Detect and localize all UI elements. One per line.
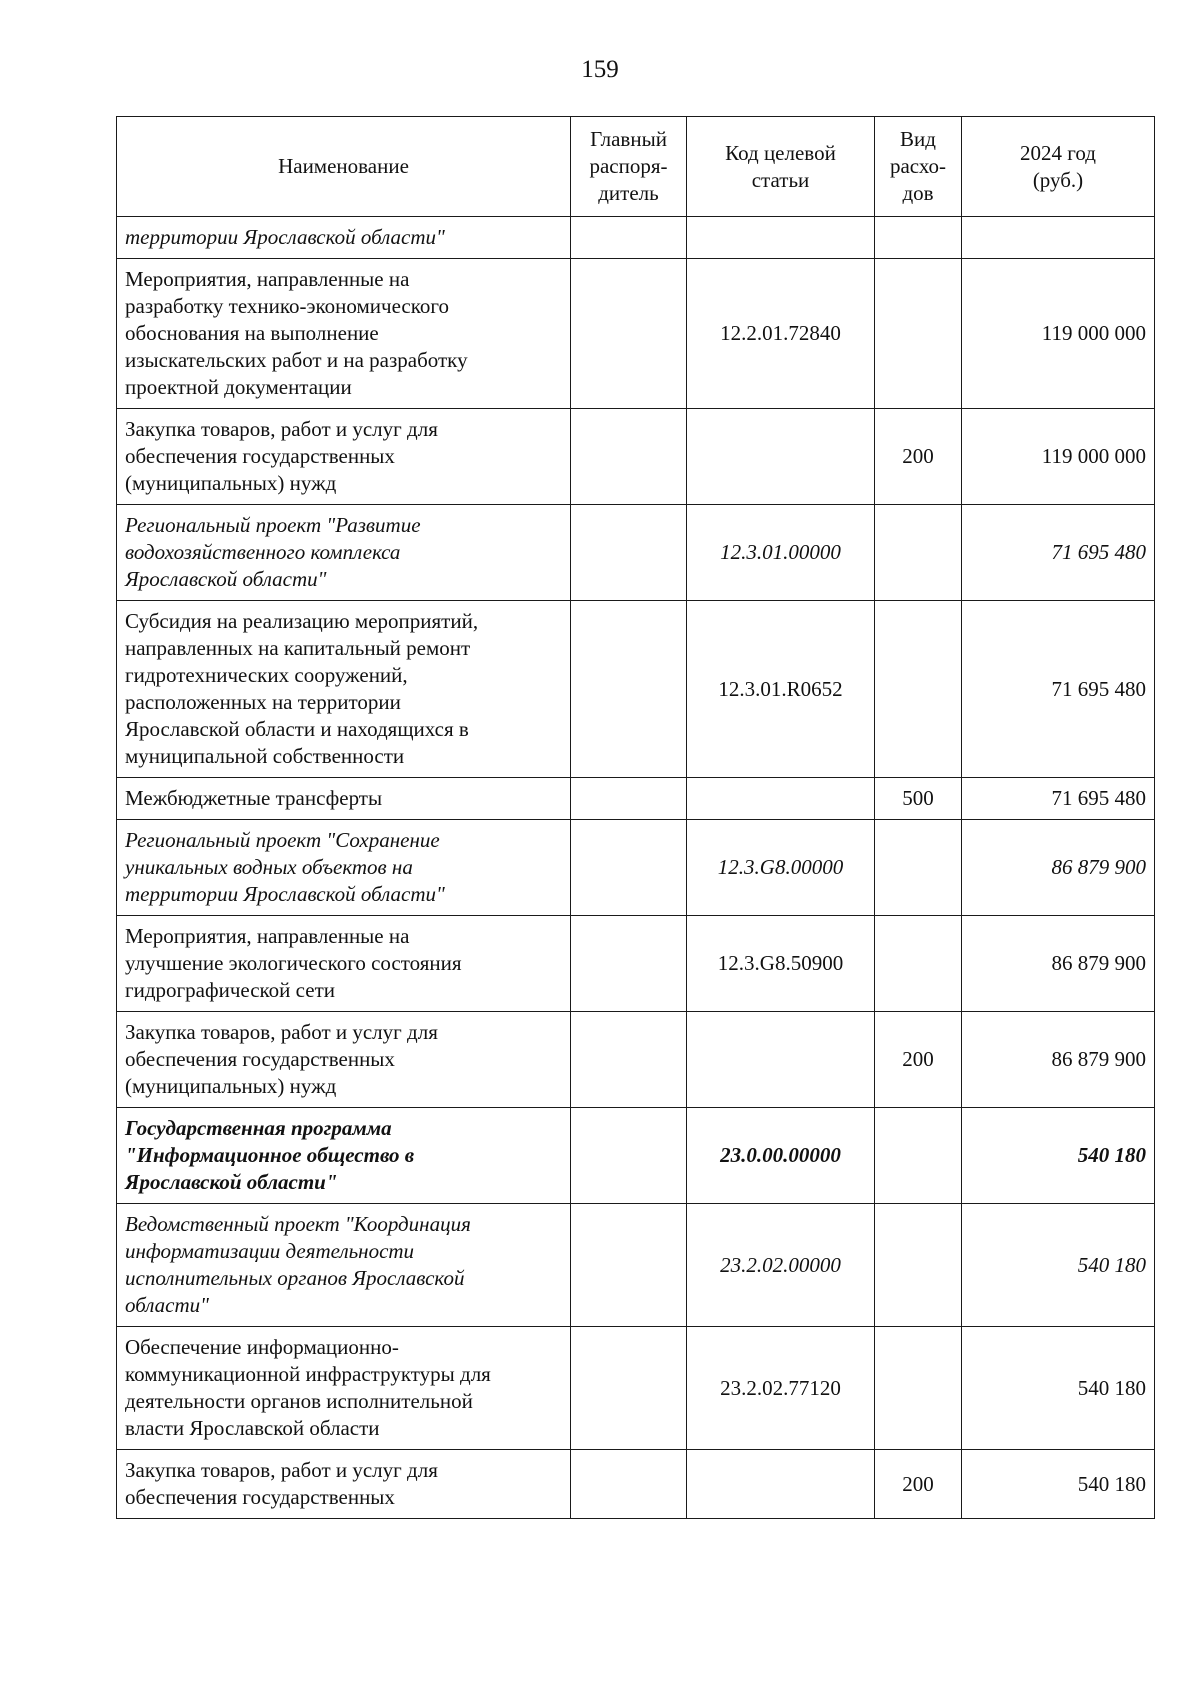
cell-code	[687, 1012, 875, 1108]
cell-sum	[962, 1108, 1155, 1204]
cell-text: 71 695 480	[1051, 676, 1146, 701]
cell-sum	[962, 778, 1155, 820]
cell-name	[117, 820, 571, 916]
header-vid-rashodov: Вид расхо- дов	[875, 117, 962, 217]
cell-glavny	[571, 916, 687, 1012]
cell-vid	[875, 259, 962, 409]
cell-text: 12.3.01.R0652	[718, 676, 843, 701]
cell-text: 86 879 900	[1051, 951, 1146, 975]
cell-glavny	[571, 259, 687, 409]
cell-vid	[875, 1450, 962, 1519]
cell-vid	[875, 409, 962, 505]
cell-vid	[875, 1204, 962, 1327]
cell-sum	[962, 505, 1155, 601]
cell-text: 12.3.01.00000	[720, 540, 841, 564]
cell-text: 500	[902, 786, 934, 810]
cell-text: Региональный проект "Развитие водохозяйственного комплекса Ярославской области"	[125, 513, 421, 591]
cell-glavny	[571, 1108, 687, 1204]
cell-name	[117, 1450, 571, 1519]
cell-sum	[962, 916, 1155, 1012]
cell-text: 540 180	[1077, 1143, 1146, 1167]
cell-text: Закупка товаров, работ и услуг для обеспечения государственных (муниципальных) нужд	[125, 1020, 438, 1098]
cell-code	[687, 1204, 875, 1327]
cell-code	[687, 259, 875, 409]
cell-text: Ведомственный проект "Координация информатизации деятельности исполнительных органов Ярославской области"	[125, 1212, 471, 1317]
cell-text: 23.2.02.00000	[720, 1252, 841, 1277]
table-row	[117, 1327, 1155, 1450]
cell-glavny	[571, 601, 687, 778]
cell-text: 200	[902, 444, 934, 468]
cell-code	[687, 1327, 875, 1450]
cell-glavny	[571, 1327, 687, 1450]
cell-text: 200	[902, 1047, 934, 1071]
cell-name	[117, 1012, 571, 1108]
cell-text: территории Ярославской области"	[125, 225, 445, 249]
cell-sum	[962, 1327, 1155, 1450]
budget-table	[116, 116, 1155, 1519]
cell-glavny	[571, 505, 687, 601]
cell-vid	[875, 217, 962, 259]
cell-code	[687, 820, 875, 916]
cell-text: 119 000 000	[1041, 321, 1146, 345]
cell-text: 540 180	[1077, 1471, 1146, 1496]
cell-name	[117, 217, 571, 259]
cell-sum	[962, 409, 1155, 505]
cell-glavny	[571, 1450, 687, 1519]
cell-text: Закупка товаров, работ и услуг для обеспечения государственных	[125, 1458, 438, 1509]
table-row	[117, 820, 1155, 916]
cell-name	[117, 259, 571, 409]
cell-text: 12.3.G8.50900	[717, 951, 844, 975]
table-row	[117, 916, 1155, 1012]
cell-text: 86 879 900	[1051, 855, 1146, 879]
cell-name	[117, 1327, 571, 1450]
cell-name	[117, 505, 571, 601]
cell-name	[117, 1204, 571, 1327]
cell-glavny	[571, 217, 687, 259]
cell-code	[687, 217, 875, 259]
table-header-row	[117, 117, 1155, 217]
cell-text: 71 695 480	[1051, 786, 1146, 810]
cell-vid	[875, 916, 962, 1012]
cell-vid	[875, 820, 962, 916]
table-row	[117, 1450, 1155, 1519]
cell-code	[687, 1450, 875, 1519]
table-row	[117, 409, 1155, 505]
table-row	[117, 1204, 1155, 1327]
cell-code	[687, 778, 875, 820]
cell-vid	[875, 1108, 962, 1204]
cell-sum	[962, 820, 1155, 916]
cell-text: 23.0.00.00000	[720, 1143, 841, 1167]
cell-name	[117, 1108, 571, 1204]
cell-text: 12.2.01.72840	[720, 321, 841, 345]
header-sum-2024: 2024 год (руб.)	[962, 117, 1155, 217]
cell-text: 540 180	[1077, 1252, 1146, 1277]
page-number: 159	[581, 56, 619, 83]
cell-sum	[962, 1450, 1155, 1519]
cell-name	[117, 409, 571, 505]
cell-sum	[962, 601, 1155, 778]
cell-glavny	[571, 409, 687, 505]
cell-vid	[875, 505, 962, 601]
cell-text: 12.3.G8.00000	[717, 855, 844, 879]
cell-text: Мероприятия, направленные на улучшение экологического состояния гидрографической сети	[125, 924, 462, 1002]
cell-text: 540 180	[1077, 1375, 1146, 1400]
cell-text: Межбюджетные трансферты	[125, 786, 383, 810]
cell-sum	[962, 1204, 1155, 1327]
cell-text: 200	[902, 1471, 934, 1496]
cell-text: Субсидия на реализацию мероприятий, направленных на капитальный ремонт гидротехнических сооружений, расположенных на территории Ярославской области и находящихся в муниципальной собственности	[125, 609, 479, 768]
table-row	[117, 1012, 1155, 1108]
cell-name	[117, 601, 571, 778]
header-kod-tselevoy-stati: Код целевой статьи	[687, 117, 875, 217]
table-row	[117, 1108, 1155, 1204]
cell-code	[687, 1108, 875, 1204]
table-row	[117, 505, 1155, 601]
cell-text: 86 879 900	[1051, 1047, 1146, 1071]
cell-vid	[875, 601, 962, 778]
cell-code	[687, 916, 875, 1012]
cell-code	[687, 505, 875, 601]
cell-text: Государственная программа "Информационное общество в Ярославской области"	[125, 1116, 415, 1194]
cell-glavny	[571, 820, 687, 916]
cell-text: Региональный проект "Сохранение уникальных водных объектов на территории Ярославской области"	[125, 828, 445, 906]
cell-sum	[962, 259, 1155, 409]
cell-vid	[875, 1012, 962, 1108]
table-row	[117, 217, 1155, 259]
cell-sum	[962, 1012, 1155, 1108]
cell-text: 119 000 000	[1041, 444, 1146, 468]
cell-name	[117, 916, 571, 1012]
cell-glavny	[571, 1012, 687, 1108]
cell-vid	[875, 1327, 962, 1450]
cell-text: Закупка товаров, работ и услуг для обеспечения государственных (муниципальных) нужд	[125, 417, 438, 495]
table-row	[117, 259, 1155, 409]
cell-code	[687, 409, 875, 505]
cell-sum	[962, 217, 1155, 259]
cell-text: 23.2.02.77120	[720, 1375, 841, 1400]
cell-text: Мероприятия, направленные на разработку технико-экономического обоснования на выполнение изыскательских работ и на разработку проектной документации	[125, 267, 468, 399]
table-body	[117, 217, 1155, 1519]
cell-name	[117, 778, 571, 820]
cell-glavny	[571, 1204, 687, 1327]
cell-glavny	[571, 778, 687, 820]
cell-text: 71 695 480	[1051, 540, 1146, 564]
cell-text: Обеспечение информационно- коммуникационной инфраструктуры для деятельности органов исполнительной власти Ярославской области	[125, 1335, 491, 1440]
table-row	[117, 601, 1155, 778]
header-name: Наименование	[117, 117, 571, 217]
cell-vid	[875, 778, 962, 820]
cell-code	[687, 601, 875, 778]
header-glavny-rasporyaditel: Главный распоря- дитель	[571, 117, 687, 217]
table-row	[117, 778, 1155, 820]
